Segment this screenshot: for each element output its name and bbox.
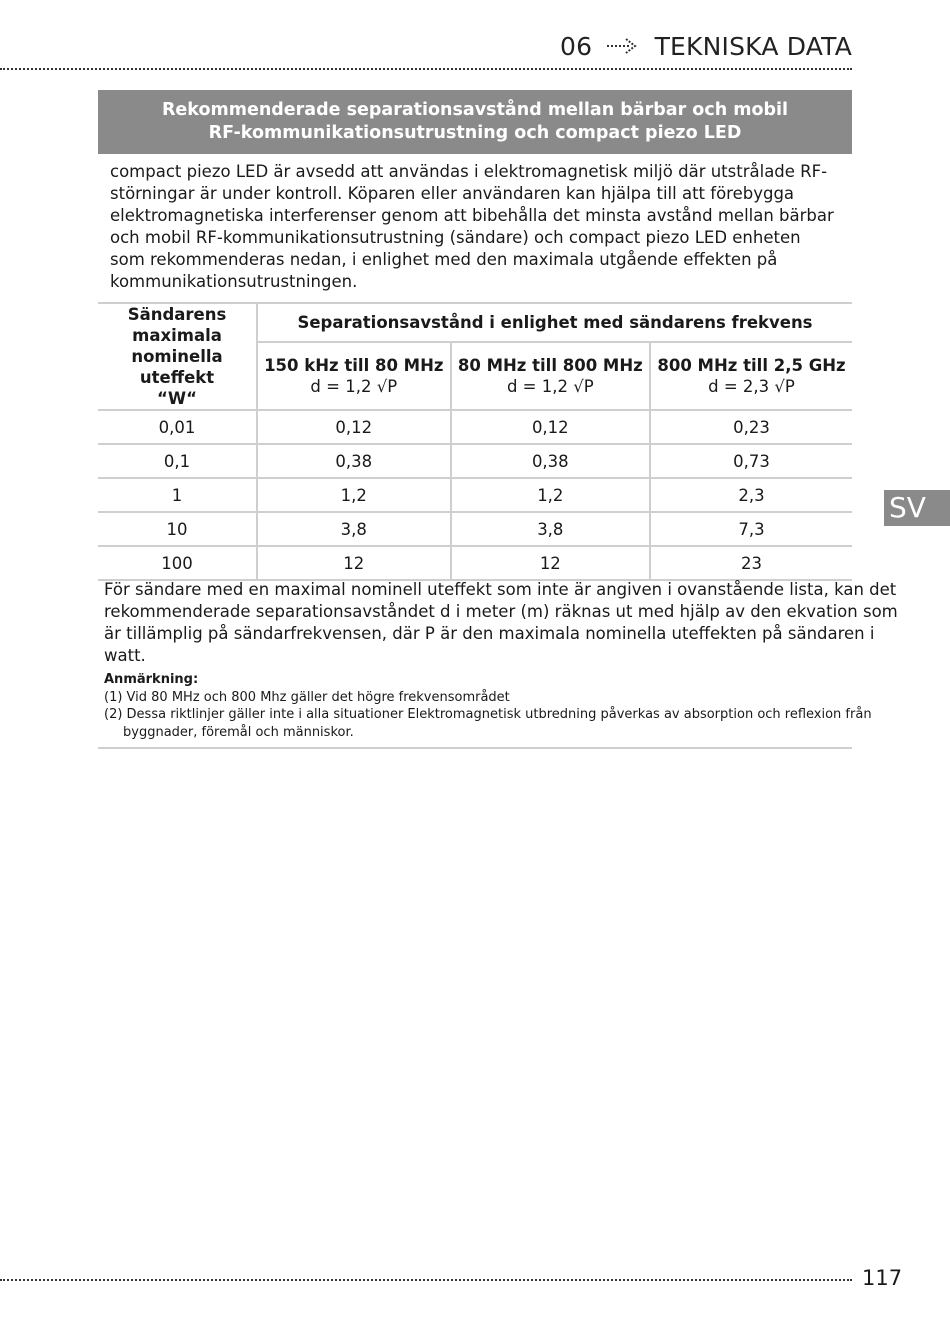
table-cell: 1,2 xyxy=(257,478,451,512)
table-cell: 1 xyxy=(98,478,257,512)
table-cell: 0,01 xyxy=(98,410,257,444)
notes-label: Anmärkning: xyxy=(104,672,199,687)
table-row xyxy=(98,546,852,580)
frequency-range: 800 MHz till 2,5 GHz xyxy=(657,356,846,376)
table-cell: 0,38 xyxy=(257,444,451,478)
intro-line: som rekommenderas nedan, i enlighet med den maximala utgående effekten på xyxy=(110,250,778,269)
table-cell: 0,23 xyxy=(650,410,852,444)
table-cell: 100 xyxy=(98,546,257,580)
outro-line: watt. xyxy=(104,646,146,665)
power-header-line: nominella uteffekt xyxy=(131,347,223,387)
notes-block xyxy=(104,671,872,741)
separation-distance-table xyxy=(98,302,852,581)
power-header-line: “W“ xyxy=(157,389,197,408)
table-row xyxy=(98,410,852,444)
outro-line: är tillämplig på sändarfrekvensen, där P är den maximala nominella uteffekten på sändaren i xyxy=(104,624,875,643)
frequency-range: 80 MHz till 800 MHz xyxy=(457,356,643,376)
frequency-range: 150 kHz till 80 MHz xyxy=(264,356,444,376)
table-row xyxy=(98,512,852,546)
note-2-continuation: byggnader, föremål och människor. xyxy=(123,724,354,740)
section-banner xyxy=(98,90,852,154)
chapter-number: 06 xyxy=(560,31,593,61)
table-cell: 2,3 xyxy=(650,478,852,512)
column-header-150khz-80mhz xyxy=(257,342,451,410)
table-cell: 0,1 xyxy=(98,444,257,478)
banner-line-2: RF-kommunikationsutrustning och compact piezo LED xyxy=(208,123,742,143)
table-cell: 0,12 xyxy=(257,410,451,444)
column-header-800mhz-2-5ghz xyxy=(650,342,852,410)
table-cell: 0,38 xyxy=(451,444,650,478)
distance-formula: d = 1,2 √P xyxy=(506,377,594,397)
banner-line-1: Rekommenderade separationsavstånd mellan bärbar och mobil xyxy=(161,100,789,120)
table-cell: 23 xyxy=(650,546,852,580)
section-end-rule xyxy=(98,747,852,749)
intro-line: compact piezo LED är avsedd att användas i elektromagnetisk miljö där utstrålade RF- xyxy=(110,162,828,181)
table-cell: 7,3 xyxy=(650,512,852,546)
outro-line: För sändare med en maximal nominell uteffekt som inte är angiven i ovanstående lista, kan det xyxy=(104,580,897,599)
intro-line: elektromagnetiska interferenser genom att bibehålla det minsta avstånd mellan bärbar xyxy=(110,206,834,225)
table-cell: 3,8 xyxy=(451,512,650,546)
table-row xyxy=(98,478,852,512)
table-cell: 12 xyxy=(257,546,451,580)
table-cell: 1,2 xyxy=(451,478,650,512)
table-cell: 12 xyxy=(451,546,650,580)
outro-paragraph xyxy=(104,579,898,667)
page-number: 117 xyxy=(862,1266,903,1290)
distance-formula: d = 1,2 √P xyxy=(310,377,398,397)
power-header-line: maximala xyxy=(132,326,222,345)
frequency-group-header: Separationsavstånd i enlighet med sändarens frekvens xyxy=(257,303,852,342)
header-dotted-rule xyxy=(0,68,852,70)
note-2: (2) Dessa riktlinjer gäller inte i alla situationer Elektromagnetisk utbredning påverkas av absorption och reflexion från xyxy=(104,707,872,722)
chapter-header xyxy=(0,30,852,61)
distance-formula: d = 2,3 √P xyxy=(708,377,795,397)
intro-line: och mobil RF-kommunikationsutrustning (sändare) och compact piezo LED enheten xyxy=(110,228,801,247)
table-cell: 0,73 xyxy=(650,444,852,478)
footer-dotted-rule xyxy=(0,1279,852,1281)
note-1: (1) Vid 80 MHz och 800 Mhz gäller det högre frekvensområdet xyxy=(104,689,510,705)
intro-paragraph xyxy=(110,161,834,293)
intro-line: störningar är under kontroll. Köparen eller användaren kan hjälpa till att förebygga xyxy=(110,184,795,203)
power-header-line: Sändarens xyxy=(127,305,227,324)
table-cell: 0,12 xyxy=(451,410,650,444)
column-header-80mhz-800mhz xyxy=(451,342,650,410)
chapter-title: TEKNISKA DATA xyxy=(654,31,852,61)
table-cell: 10 xyxy=(98,512,257,546)
arrow-right-icon xyxy=(606,36,640,56)
power-column-header xyxy=(98,303,257,410)
intro-line: kommunikationsutrustningen. xyxy=(110,272,358,291)
language-tab: SV xyxy=(884,490,950,526)
table-row xyxy=(98,444,852,478)
outro-line: rekommenderade separationsavståndet d i meter (m) räknas ut med hjälp av den ekvation som xyxy=(104,602,898,621)
table-cell: 3,8 xyxy=(257,512,451,546)
